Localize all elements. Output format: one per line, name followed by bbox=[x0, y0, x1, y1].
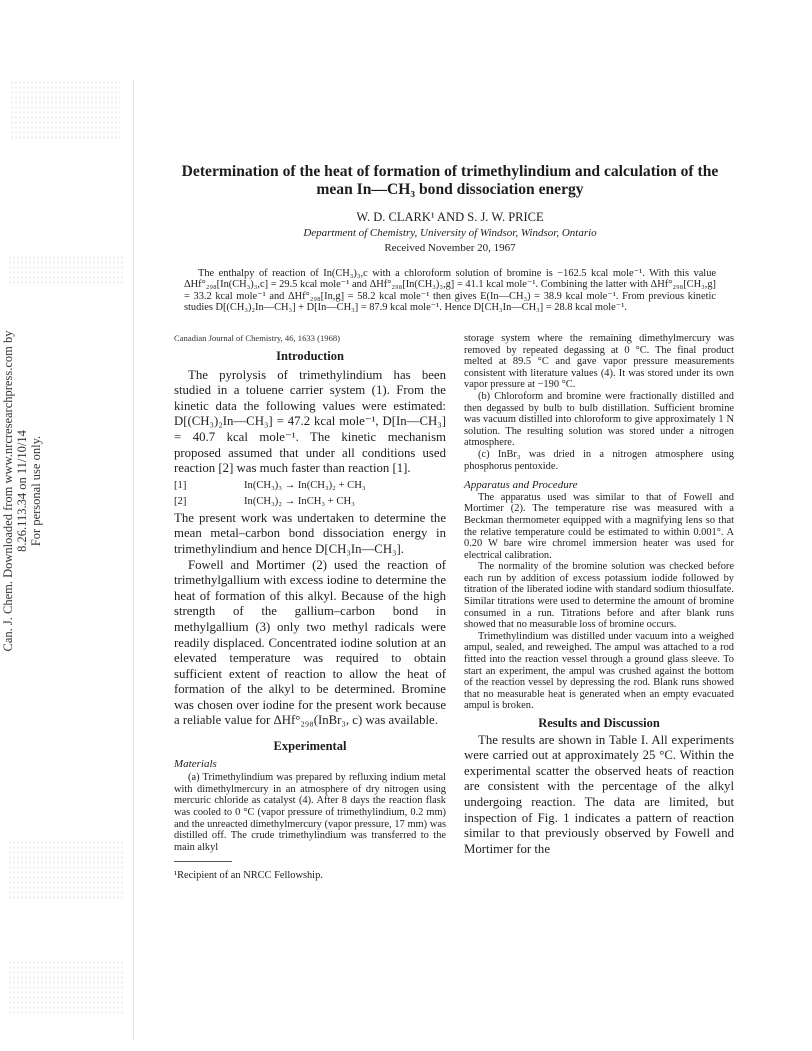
reaction-formula: In(CH₃)₃ → In(CH₃)₂ + CH₃ bbox=[244, 479, 366, 491]
download-notice-line1: Can. J. Chem. Downloaded from www.nrcresearchpress.com by 8.26.113.34 on 11/10/14 bbox=[1, 330, 29, 652]
scan-noise bbox=[8, 255, 123, 285]
materials-continued: storage system where the remaining dimethylmercury was removed by repeated degassing at 0 °C. The final product melted at 89.5 °C and gave vapor pressure measurements consistent with literature values (4). It was stored under its own vapor pressure at −190 °C. bbox=[464, 333, 734, 391]
intro-paragraph-1: The pyrolysis of trimethylindium has been studied in a toluene carrier system (1). From the kinetic data the following values were estimated: D[(CH₃)₂In—CH₃] = 47.2 kcal mole⁻¹, D[In—CH₃] = 40.7 kcal mole⁻¹. The kinetic mechanism proposed assumed that under all conditions used reaction [2] was much faster than reaction [1]. bbox=[174, 367, 446, 476]
materials-a: (a) Trimethylindium was prepared by refluxing indium metal with dimethylmercury in an atmosphere of dry nitrogen using mercuric chloride as catalyst (4). After 8 days the reaction flask was cooled to 0 °C (vapor pressure of trimethylindium, 0.2 mm) and the unreacted dimethylmercury (vapor pressure, 17 mm) was distilled off. The crude trimethylindium was transferred to the main alkyl bbox=[174, 772, 446, 853]
results-paragraph-1: The results are shown in Table I. All experiments were carried out at approximately 25 °C. Within the experimental scatter the observed heats of reaction are consistent with the percentage of the alkyl undergoing reaction. The data are limited, but inspection of Fig. 1 indicates a pattern of reaction similar to that previously observed by Fowell and Mortimer for the bbox=[464, 732, 734, 856]
introduction-heading: Introduction bbox=[276, 349, 344, 363]
materials-c: (c) InBr₃ was dried in a nitrogen atmosphere using phosphorus pentoxide. bbox=[464, 448, 734, 472]
intro-paragraph-3: Fowell and Mortimer (2) used the reaction of trimethylgallium with excess iodine to determine the heat of formation of this alkyl. Because of the high strength of the gallium–carbon bond in methylgallium (3) only two methyl radicals were readily displaced. Concentrated iodine solution at an elevated temperature was required to obtain sufficient extent of reaction to allow the heat of formation of the alkyl to be determined. Bromine was chosen over iodine for the present work because a reliable value for ΔHf°₂₉₈(InBr₃, c) was available. bbox=[174, 557, 446, 728]
scan-noise bbox=[8, 960, 123, 1015]
page-fold-line bbox=[133, 80, 134, 1040]
reaction-number: [2] bbox=[174, 495, 187, 507]
apparatus-heading: Apparatus and Procedure bbox=[464, 479, 578, 492]
apparatus-paragraph-2: The normality of the bromine solution was checked before each run by addition of excess potassium iodide followed by titration of the liberated iodine with standard sodium thiosulfate. Similar titrations were used to determine the amount of bromine consumed in a run. Titrations before and after blank runs showed that no measurable loss of bromine occurs. bbox=[464, 561, 734, 631]
scan-noise bbox=[10, 80, 120, 140]
materials-heading: Materials bbox=[174, 757, 217, 770]
footnote: ¹Recipient of an NRCC Fellowship. bbox=[174, 870, 323, 882]
materials-b: (b) Chloroform and bromine were fractionally distilled and then degassed by bulb to bulb distillation. Sufficient bromine was vacuum distilled into chloroform to give approximately 1 N solution. The resulting solution was stored under a nitrogen atmosphere. bbox=[464, 390, 734, 449]
scan-noise bbox=[8, 840, 123, 900]
right-column bbox=[464, 333, 734, 857]
received-date: Received November 20, 1967 bbox=[384, 242, 516, 254]
intro-paragraph-2: The present work was undertaken to determine the mean metal–carbon bond dissociation energy in trimethylindium and hence D[CH₃In—CH₃]. bbox=[174, 510, 446, 556]
paper-title: Determination of the heat of formation of trimethylindium and calculation of the mean In—CH₃ bond dissociation energy bbox=[181, 163, 719, 198]
apparatus-paragraph-1: The apparatus used was similar to that of Fowell and Mortimer (2). The temperature rise was measured with a Beckman thermometer equipped with a magnifying lens so that the relative temperature could be estimated to within 0.001°. A 0.20 W bare wire chromel immersion heater was used for electrical calibration. bbox=[464, 491, 734, 561]
download-notice bbox=[1, 321, 43, 661]
reaction-equation bbox=[174, 495, 446, 509]
abstract: The enthalpy of reaction of In(CH₃)₃,c with a chloroform solution of bromine is −162.5 kcal mole⁻¹. With this value ΔHf°₂₉₈[In(CH₃)₃,c] = 29.5 kcal mole⁻¹ and ΔHf°₂₉₈[In(CH₃)₃,g] = 41.1 kcal mole⁻¹. Combining the latter with ΔHf°₂₉₈[CH₃,g] = 33.2 kcal mole⁻¹ and ΔHf°₂₉₈[In,g] = 58.2 kcal mole⁻¹ then gives E(In—CH₃) = 38.9 kcal mole⁻¹. From previous kinetic studies D[(CH₃)₂In—CH₃] + D[In—CH₃] = 87.9 kcal mole⁻¹. Hence D[CH₃In—CH₃] = 28.8 kcal mole⁻¹. bbox=[184, 268, 716, 313]
authors: W. D. CLARK¹ AND S. J. W. PRICE bbox=[356, 210, 544, 224]
apparatus-paragraph-3: Trimethylindium was distilled under vacuum into a weighed ampul, sealed, and reweighed. The ampul was attached to a rod fitted into the reaction vessel through a ground glass sleeve. To start an experiment, the ampul was crushed against the bottom of the reaction vessel by depressing the rod. Blank runs showed that no measurable heat is generated when an empty evacuated ampul is broken. bbox=[464, 630, 734, 712]
results-heading: Results and Discussion bbox=[538, 716, 660, 730]
reaction-formula: In(CH₃)₂ → InCH₃ + CH₃ bbox=[244, 495, 355, 507]
journal-citation: Canadian Journal of Chemistry, 46, 1633 (1968) bbox=[174, 333, 341, 343]
download-notice-line2: For personal use only. bbox=[29, 435, 43, 547]
left-column bbox=[174, 349, 446, 884]
experimental-heading: Experimental bbox=[273, 739, 347, 754]
reaction-equation bbox=[174, 479, 446, 493]
affiliation: Department of Chemistry, University of Windsor, Windsor, Ontario bbox=[303, 227, 597, 239]
reaction-number: [1] bbox=[174, 479, 187, 491]
footnote-rule bbox=[174, 861, 232, 862]
